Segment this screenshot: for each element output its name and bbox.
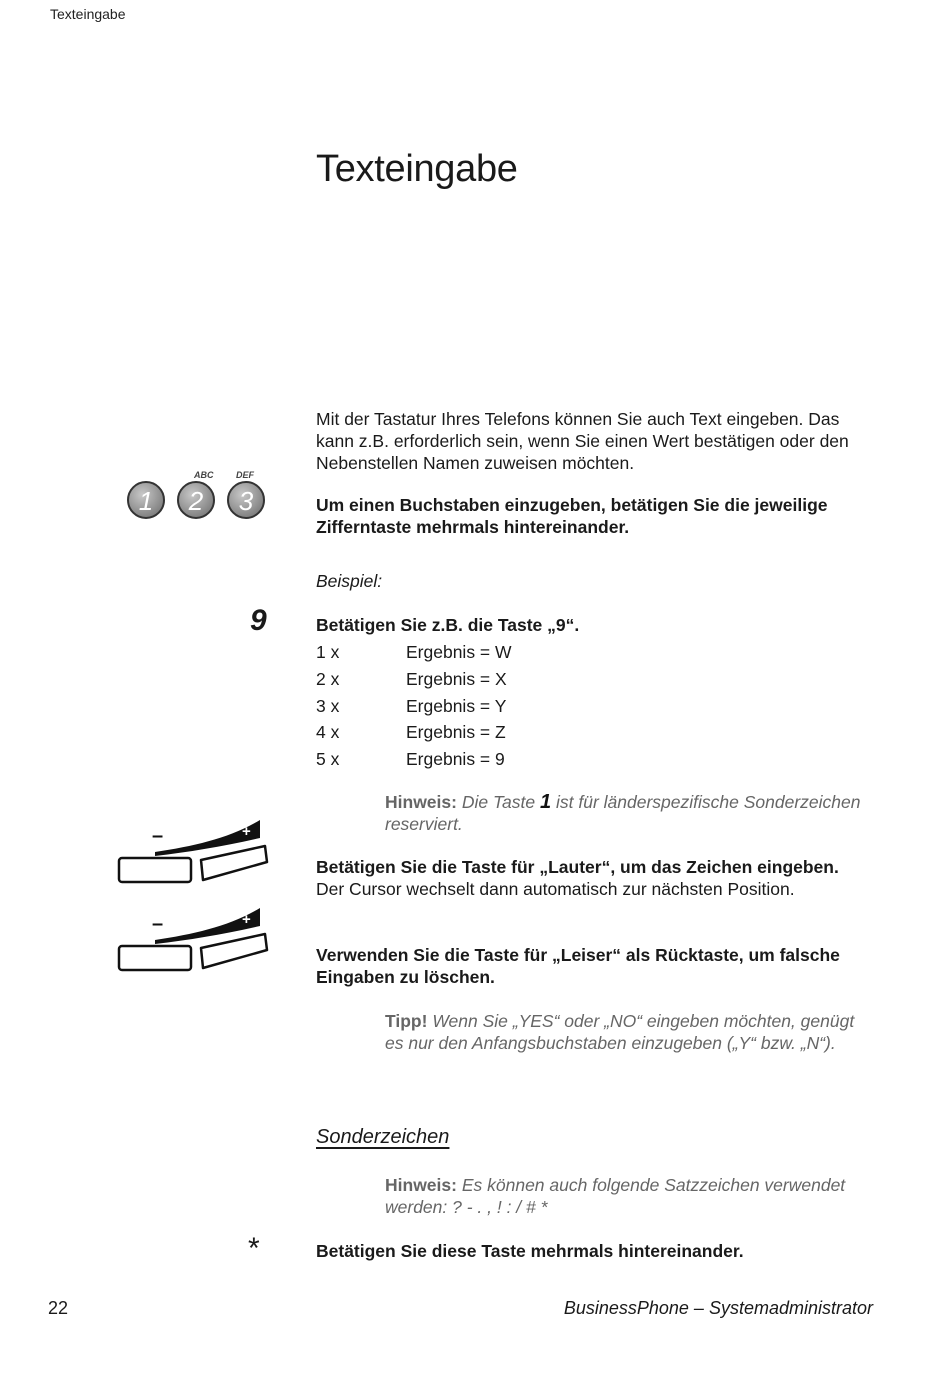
plus-glyph: + [242, 823, 251, 840]
result-value: Ergebnis = W [406, 642, 512, 662]
tip-box [385, 1010, 865, 1054]
instruction-lauter: Betätigen Sie die Taste für „Lauter“, um das Zeichen eingeben. [316, 857, 839, 877]
example-label: Beispiel: [316, 571, 383, 591]
instruction-letter: Um einen Buchstaben einzugeben, betätigen Sie die jeweilige Zifferntaste mehrmals hintereinander. [316, 495, 828, 537]
intro-paragraph: Mit der Tastatur Ihres Telefons können Sie auch Text eingeben. Das kann z.B. erforderlich sein, wenn Sie einen Wert bestätigen oder den Nebenstellen Namen zuweisen möchten. [316, 409, 849, 473]
instruction-lauter-block [316, 856, 876, 900]
section-title-sonderzeichen: Sonderzeichen [316, 1126, 450, 1148]
note-label: Hinweis: [385, 792, 457, 812]
page-number: 22 [48, 1298, 69, 1318]
svg-text:2: 2 [188, 486, 204, 516]
key-2-icon [178, 482, 214, 518]
instruction-star: Betätigen Sie diese Taste mehrmals hintereinander. [316, 1241, 744, 1261]
result-count: 2 x [316, 669, 340, 689]
star-key-icon: * [248, 1232, 260, 1265]
result-count: 4 x [316, 722, 340, 742]
key-nine-icon: 9 [250, 604, 267, 637]
result-value: Ergebnis = 9 [406, 749, 505, 769]
instruction-leiser: Verwenden Sie die Taste für „Leiser“ als Rücktaste, um falsche Eingaben zu löschen. [316, 945, 840, 987]
cursor-text: Der Cursor wechselt dann automatisch zur nächsten Position. [316, 879, 795, 899]
result-value: Ergebnis = Z [406, 722, 506, 742]
note-text-post: ist für länderspezifische Sonderzeichen reserviert. [385, 792, 861, 834]
note-text: Es können auch folgende Satzzeichen verwendet werden: ? - . , ! : / # * [385, 1175, 846, 1217]
result-count: 3 x [316, 696, 340, 716]
minus-glyph: – [152, 913, 164, 935]
def-letters: DEF [236, 470, 254, 480]
result-value: Ergebnis = X [406, 669, 507, 689]
key-3-icon [228, 482, 264, 518]
plus-glyph: + [242, 911, 251, 928]
tip-text: Wenn Sie „YES“ oder „NO“ eingeben möchten, genügt es nur den Anfangsbuchstaben einzugeben („Y“ bzw. „N“). [385, 1011, 855, 1053]
instruction-nine: Betätigen Sie z.B. die Taste „9“. [316, 615, 580, 635]
volume-keys-icon [115, 904, 270, 974]
page-title: Texteingabe [316, 148, 518, 190]
key-one-glyph: 1 [540, 791, 552, 813]
abc-letters: ABC [194, 470, 214, 480]
svg-text:3: 3 [238, 486, 254, 516]
result-value: Ergebnis = Y [406, 696, 507, 716]
keypad-123-icon [124, 468, 269, 524]
volume-keys-icon [115, 816, 270, 886]
key-1-icon [128, 482, 164, 518]
running-header: Texteingabe [50, 6, 126, 22]
minus-glyph: – [152, 825, 164, 847]
result-count: 5 x [316, 749, 340, 769]
note-punctuation [385, 1174, 885, 1218]
footer-document-title: BusinessPhone – Systemadministrator [563, 1298, 873, 1318]
note-country-chars [385, 791, 865, 835]
svg-text:1: 1 [138, 486, 154, 516]
note-label: Hinweis: [385, 1175, 457, 1195]
result-count: 1 x [316, 642, 340, 662]
tip-label: Tipp! [385, 1011, 428, 1031]
note-text-pre: Die Taste [461, 792, 540, 812]
